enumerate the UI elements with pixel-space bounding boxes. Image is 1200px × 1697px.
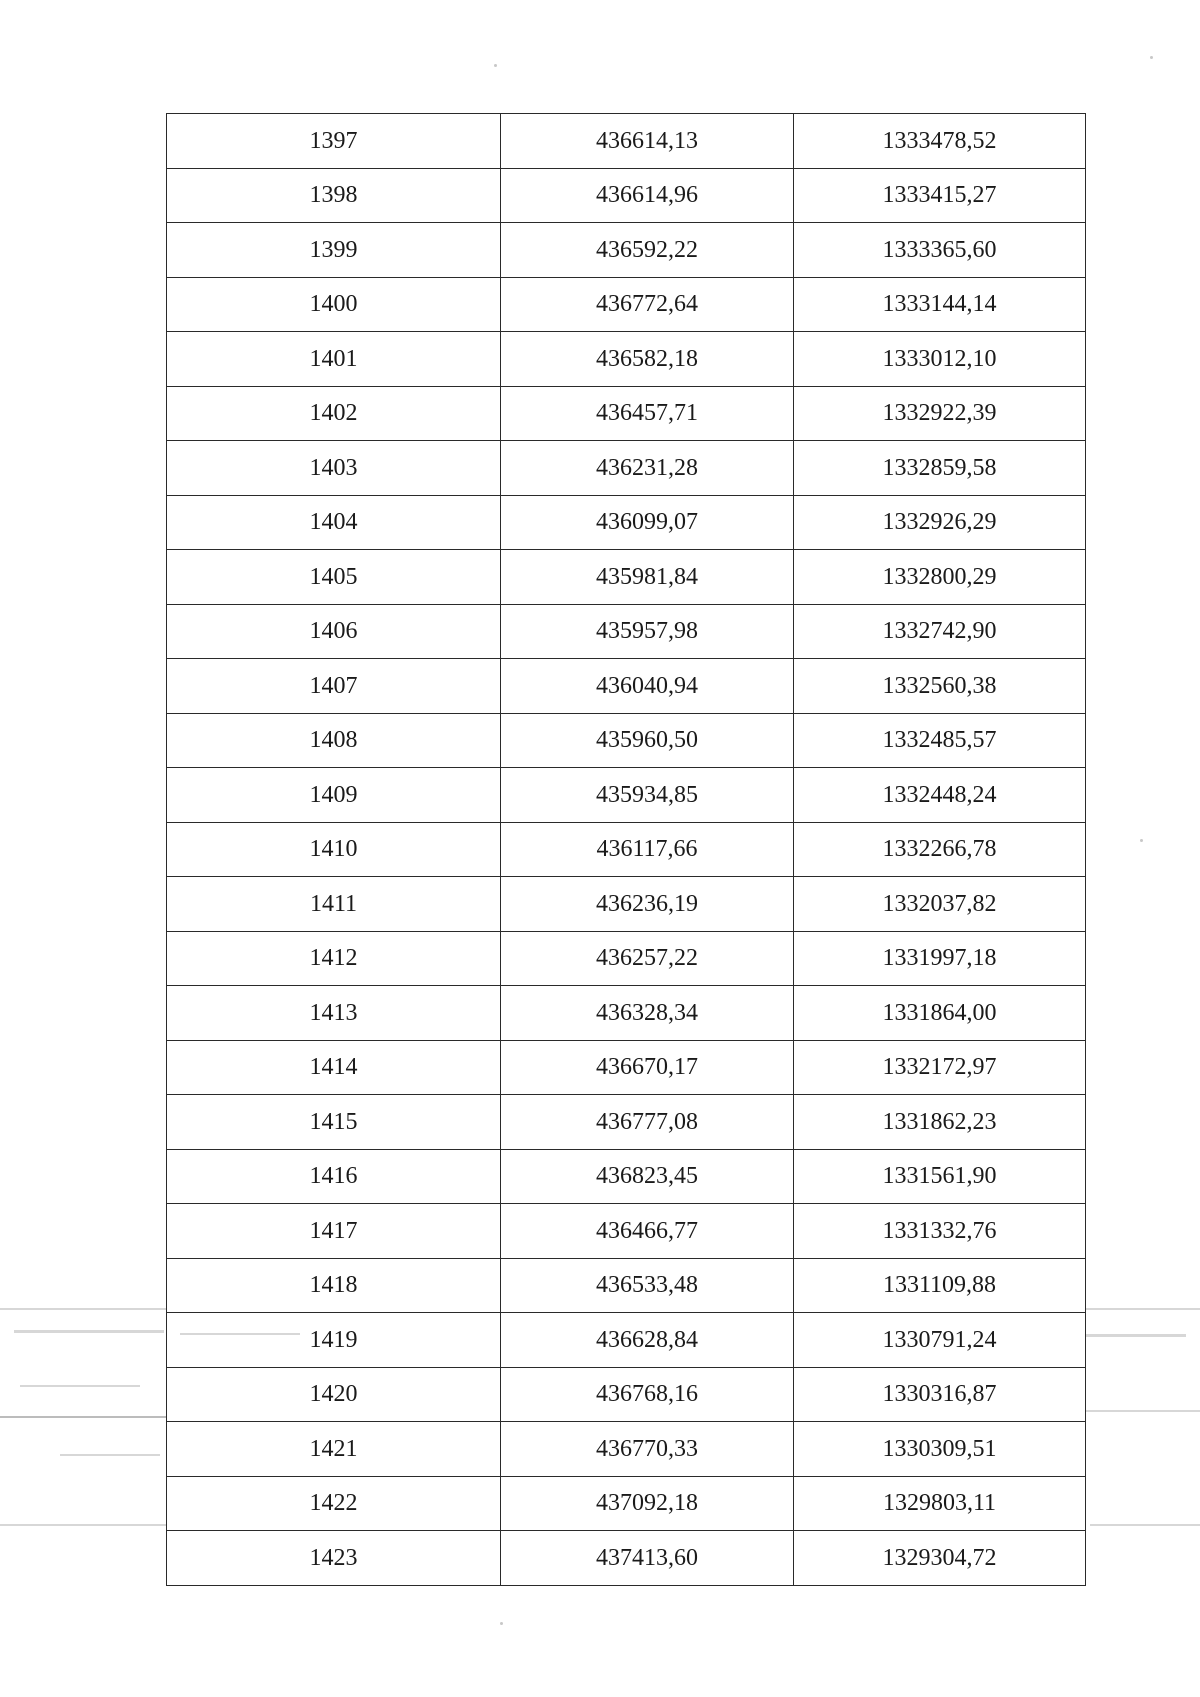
point-number-cell: 1422	[167, 1476, 501, 1531]
point-number-cell: 1405	[167, 550, 501, 605]
x-coordinate-cell: 436231,28	[501, 441, 794, 496]
coordinates-table	[166, 113, 1086, 1586]
x-coordinate-cell: 436670,17	[501, 1040, 794, 1095]
x-coordinate-cell: 435934,85	[501, 768, 794, 823]
scan-speck	[500, 1622, 503, 1625]
y-coordinate-cell: 1332037,82	[794, 877, 1086, 932]
scan-artifact	[20, 1385, 140, 1387]
x-coordinate-cell: 436533,48	[501, 1258, 794, 1313]
table-row	[167, 659, 1086, 714]
x-coordinate-cell: 436614,96	[501, 168, 794, 223]
point-number-cell: 1410	[167, 822, 501, 877]
scan-artifact	[1086, 1308, 1200, 1310]
y-coordinate-cell: 1332926,29	[794, 495, 1086, 550]
table-row	[167, 114, 1086, 169]
scan-artifact	[14, 1330, 164, 1333]
x-coordinate-cell: 436328,34	[501, 986, 794, 1041]
table-row	[167, 550, 1086, 605]
scan-artifact	[0, 1416, 166, 1418]
point-number-cell: 1420	[167, 1367, 501, 1422]
point-number-cell: 1413	[167, 986, 501, 1041]
table-row	[167, 768, 1086, 823]
table-row	[167, 495, 1086, 550]
x-coordinate-cell: 435957,98	[501, 604, 794, 659]
point-number-cell: 1402	[167, 386, 501, 441]
table-row	[167, 1040, 1086, 1095]
scan-artifact	[1090, 1524, 1200, 1526]
y-coordinate-cell: 1331332,76	[794, 1204, 1086, 1259]
x-coordinate-cell: 436040,94	[501, 659, 794, 714]
table-row	[167, 986, 1086, 1041]
point-number-cell: 1401	[167, 332, 501, 387]
x-coordinate-cell: 436099,07	[501, 495, 794, 550]
x-coordinate-cell: 435981,84	[501, 550, 794, 605]
y-coordinate-cell: 1332859,58	[794, 441, 1086, 496]
y-coordinate-cell: 1332172,97	[794, 1040, 1086, 1095]
x-coordinate-cell: 436777,08	[501, 1095, 794, 1150]
point-number-cell: 1418	[167, 1258, 501, 1313]
x-coordinate-cell: 437413,60	[501, 1531, 794, 1586]
y-coordinate-cell: 1329803,11	[794, 1476, 1086, 1531]
point-number-cell: 1409	[167, 768, 501, 823]
point-number-cell: 1415	[167, 1095, 501, 1150]
y-coordinate-cell: 1331997,18	[794, 931, 1086, 986]
scan-artifact	[0, 1308, 166, 1310]
point-number-cell: 1399	[167, 223, 501, 278]
point-number-cell: 1416	[167, 1149, 501, 1204]
coordinates-table-body	[167, 114, 1086, 1586]
table-row	[167, 441, 1086, 496]
scan-speck	[1150, 56, 1153, 59]
y-coordinate-cell: 1333365,60	[794, 223, 1086, 278]
y-coordinate-cell: 1331109,88	[794, 1258, 1086, 1313]
y-coordinate-cell: 1331561,90	[794, 1149, 1086, 1204]
y-coordinate-cell: 1333415,27	[794, 168, 1086, 223]
x-coordinate-cell: 436823,45	[501, 1149, 794, 1204]
scan-artifact	[0, 1524, 166, 1526]
table-row	[167, 1367, 1086, 1422]
x-coordinate-cell: 437092,18	[501, 1476, 794, 1531]
x-coordinate-cell: 436628,84	[501, 1313, 794, 1368]
point-number-cell: 1407	[167, 659, 501, 714]
y-coordinate-cell: 1330309,51	[794, 1422, 1086, 1477]
x-coordinate-cell: 435960,50	[501, 713, 794, 768]
table-row	[167, 1149, 1086, 1204]
y-coordinate-cell: 1331862,23	[794, 1095, 1086, 1150]
y-coordinate-cell: 1332485,57	[794, 713, 1086, 768]
x-coordinate-cell: 436457,71	[501, 386, 794, 441]
table-row	[167, 1476, 1086, 1531]
x-coordinate-cell: 436117,66	[501, 822, 794, 877]
scan-artifact	[1086, 1410, 1200, 1412]
x-coordinate-cell: 436770,33	[501, 1422, 794, 1477]
x-coordinate-cell: 436614,13	[501, 114, 794, 169]
y-coordinate-cell: 1330316,87	[794, 1367, 1086, 1422]
y-coordinate-cell: 1332448,24	[794, 768, 1086, 823]
point-number-cell: 1408	[167, 713, 501, 768]
table-row	[167, 168, 1086, 223]
scan-speck	[1140, 839, 1143, 842]
point-number-cell: 1404	[167, 495, 501, 550]
table-row	[167, 332, 1086, 387]
point-number-cell: 1414	[167, 1040, 501, 1095]
x-coordinate-cell: 436466,77	[501, 1204, 794, 1259]
table-row	[167, 1313, 1086, 1368]
point-number-cell: 1412	[167, 931, 501, 986]
point-number-cell: 1403	[167, 441, 501, 496]
point-number-cell: 1397	[167, 114, 501, 169]
scan-artifact	[1086, 1334, 1186, 1337]
x-coordinate-cell: 436768,16	[501, 1367, 794, 1422]
y-coordinate-cell: 1332922,39	[794, 386, 1086, 441]
x-coordinate-cell: 436257,22	[501, 931, 794, 986]
point-number-cell: 1417	[167, 1204, 501, 1259]
x-coordinate-cell: 436772,64	[501, 277, 794, 332]
y-coordinate-cell: 1332742,90	[794, 604, 1086, 659]
y-coordinate-cell: 1333144,14	[794, 277, 1086, 332]
table-row	[167, 713, 1086, 768]
table-row	[167, 277, 1086, 332]
table-row	[167, 931, 1086, 986]
table-row	[167, 1258, 1086, 1313]
y-coordinate-cell: 1332266,78	[794, 822, 1086, 877]
table-row	[167, 822, 1086, 877]
y-coordinate-cell: 1331864,00	[794, 986, 1086, 1041]
x-coordinate-cell: 436236,19	[501, 877, 794, 932]
scan-artifact	[60, 1454, 160, 1456]
x-coordinate-cell: 436582,18	[501, 332, 794, 387]
scan-speck	[494, 64, 497, 67]
point-number-cell: 1411	[167, 877, 501, 932]
point-number-cell: 1406	[167, 604, 501, 659]
table-row	[167, 1422, 1086, 1477]
table-row	[167, 1095, 1086, 1150]
y-coordinate-cell: 1332560,38	[794, 659, 1086, 714]
table-row	[167, 223, 1086, 278]
point-number-cell: 1423	[167, 1531, 501, 1586]
y-coordinate-cell: 1329304,72	[794, 1531, 1086, 1586]
y-coordinate-cell: 1333012,10	[794, 332, 1086, 387]
point-number-cell: 1400	[167, 277, 501, 332]
point-number-cell: 1398	[167, 168, 501, 223]
table-row	[167, 386, 1086, 441]
table-row	[167, 1531, 1086, 1586]
table-row	[167, 1204, 1086, 1259]
table-row	[167, 877, 1086, 932]
y-coordinate-cell: 1332800,29	[794, 550, 1086, 605]
point-number-cell: 1421	[167, 1422, 501, 1477]
point-number-cell: 1419	[167, 1313, 501, 1368]
y-coordinate-cell: 1330791,24	[794, 1313, 1086, 1368]
x-coordinate-cell: 436592,22	[501, 223, 794, 278]
table-row	[167, 604, 1086, 659]
y-coordinate-cell: 1333478,52	[794, 114, 1086, 169]
